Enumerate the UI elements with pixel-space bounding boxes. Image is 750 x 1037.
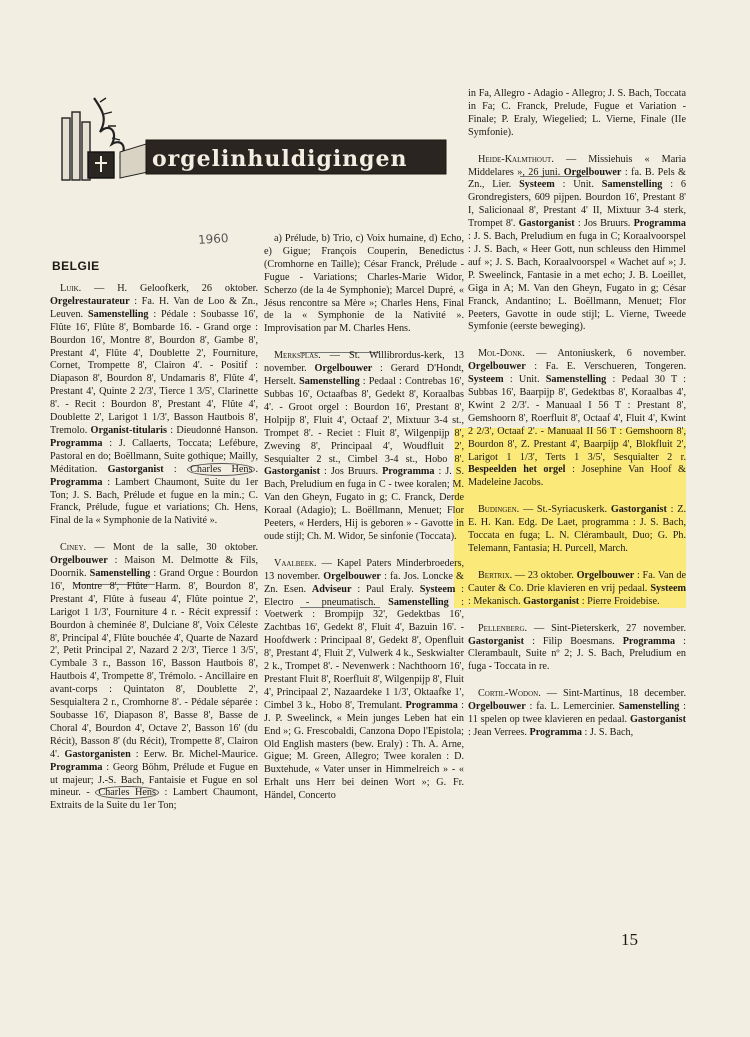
entry-pellenberg: Pellenberg. — Sint-Pieterskerk, 27 november. Gastorganist : Filip Boesmans. Programma : Clerambault, Suite nº 2; J. S. Bach, Preludium en fuga - Toccata in re. <box>468 622 686 673</box>
entry-luik: Luik. — H. Geloofkerk, 26 oktober. Orgelrestaurateur : Fa. H. Van de Loo & Zn., Leuven. Samenstelling : Pédale : Soubasse 16', Flûte 16', Flûte 8', Bombarde 16. - Grand orge : Bourdon 16', Montre 8', Bourdon 8', Gambe 8', Prestant 4', Flûte 4', Doublette 2', Fourniture, Cornet, Trompette 8', Clairon 4'. - Positif : Diapason 8', Bourdon 8', Undamaris 8', Flûte 4', Prestant 4', Quinte 2 2/3', Tierce 1 3/5', Clarinette 8'. - Recit : Bourdon 8', Prestant 4', Flûte 4', Doublette 2', Larigot 1 1/3', Basson Hautbois 8', Tremolo. Organist-titularis : Dieudonné Hanson. Programma : J. Callaerts, Toccata; Lefébure, Pastoral en do; Boëllmann, Suite gothique; Mailly, Méditation. Gastorganist : Charles Hens . Programma : Lambert Chaumont, Suite du 1er Ton; J. S. Bach, Prélude et fugue en la min.; C. Franck, Prélude, fugue et variations; Ch. Hens, Final de la « Symphonie de la Nativité ». <box>50 283 258 527</box>
column-1 <box>50 283 258 827</box>
entry-ciney: Ciney. — Mont de la salle, 30 oktober. Orgelbouwer : Maison M. Delmotte & Fils, Doornik. Samenstelling : Grand Orgue : Bourdon 16', Montre 8', Flûte Harm. 8', Bourdon 8', Prestant 4', Flûte à fuseau 4', Flûte pointue 2', Larigot 1 1/3', Fourniture 4 r. - Récit expressif : Bourdon à cheminée 8', Dulciane 8', Voix Céleste 8', Principal 4', Flûte bouchée 4', Quarte de Nazard 2', Petit Principal 2', Nazard 2 2/3', Tierce 1 3/5', Cymbale 3 r., Basson 16', Basson Hautbois 8', Hautbois 4', Trompette 8', Trémolo. - Ancillaire en avant-corps : Quintaton 8', Doublette 2', Sesquialtera 2 r., Cromhorne 8'. - Pédale séparée : Soubasse 16', Diapason 8', Basse 8', Basse de Choral 4', Bourdon 4', Octave 2', Basson 16' (du Récit), Basson 8' (du Récit), Trompette 8', Clairon 4'. Gastorganisten : Eerw. Br. Michel-Maurice. Programma : Georg Böhm, Prélude et Fugue en ut majeur; J.-S. Bach, Fantaisie et Fugue en sol mineur. - Charles Hens : Lambert Chaumont, Extraits de la Suite du 1er Ton; <box>50 542 258 812</box>
column-2 <box>264 233 464 817</box>
section-country: BELGIE <box>52 259 100 273</box>
entry-budingen: Budingen. — St.-Syriacuskerk. Gastorganist : Z. E. H. Kan. Edg. De Laet, programma : J. S. Bach, Toccata en fuga; L. N. Clérambault, Duo; G. Ph. Telemann, Fantasia; H. Purcell, March. <box>468 504 686 554</box>
header-title: orgelinhuldigingen <box>152 146 408 172</box>
column-3 <box>468 88 686 754</box>
entry-continued: a) Prélude, b) Trio, c) Voix humaine, d) Echo, e) Gigue; François Couperin, Benedictus (Cromhorne en Taille); César Franck, Prélude - Fugue - Variations; Charles-Marie Widor, Scherzo (de la 4e Symphonie); Marcel Dupré, « Jésus rencontre sa Mère »; Charles Hens, Final de la « Symphonie de la Nativité ». Improvisation par M. Charles Hens. <box>264 233 464 335</box>
entry-bertrix: Bertrix. — 23 oktober. Orgelbouwer : Fa. Van de Cauter & Co. Drie klavieren en vrij pedaal. Systeem : Mekanisch. Gastorganist : Pierre Froidebise. <box>468 569 686 607</box>
entry-cortil-wodon: Cortil-Wodon. — Sint-Martinus, 18 december. Orgelbouwer : fa. L. Lemercinier. Samenstelling : 11 spelen op twee klavieren en pedaal. Gastorganist : Jean Verrees. Programma : J. S. Bach, <box>468 688 686 738</box>
entry-vaalbeek: Vaalbeek. — Kapel Paters Minderbroeders, 13 november. Orgelbouwer : fa. Jos. Loncke & Zn. Esen. Adviseur : Paul Eraly. Systeem : Electro - pneumatisch. Samenstelling : Voetwerk : Brompijp 32', Gedektbas 16', Zachtbas 16', Gedekt 8', Fluit 4', Bazuin 16'. - Hoofdwerk : Principaal 8', Gedekt 8', Openfluit 8', Prestant 4', Fluit 2', Vulwerk 4 k., Seskwialter 2 k., Trompet 8'. - Nevenwerk : Nachthoorn 16', Prestant Fluit 8', Roerfluit 8', Wilgenpijp 8', Fluit 4', Principaal 2', Nazaardeke 1 1/3', Oktaafke 1', Cimbel 3 k., Hobo 8', Tremulant. Programma : J. P. Sweelinck, « Mein junges Leben hat ein End »; G. Frescobaldi, Canzona Dopo l'Epistola; Old English masters (bew. Eraly) : Th. A. Arne, Gigue; M. Green, Allegro; Twee koralen : D. Buxtehude, « Vater unser in Himmelreich » - « Erhalt uns Herr bei deinen Wort »; G. Fr. Händel, Concerto <box>264 557 464 802</box>
entry-merksplas: Merksplas. — St. Willibrordus-kerk, 13 november. Orgelbouwer : Gerard D'Hondt, Herselt. Samenstelling : Pedaal : Contrebas 16', Subbas 16', Octaafbas 8', Gedekt 8', Koraalbas 4'. - Groot orgel : Bourdon 16', Prestant 8', Holpijp 8', Fluit 4', Octaaf 2', Mixtuur 3-4 st., Trompet 8'. - Reciet : Fluit 8', Wilgenpijp 8', Zweving 8', Principaal 4', Woudfluit 2', Sesquialter 2 st., Cimbel 3-4 st., Hobo 8'. Gastorganist : Jos Bruurs. Programma : J. S. Bach, Preludium en fuga in C - twee koralen; M. Van den Gheyn, Fugato in g; C. Franck, Derde Koraal (Adagio); L. Boëllmann, Menuet; Flor Peeters, « Herders, Hij is geboren » - Gavotte in oude stijl; Ch. M. Widor, 5e sinfonie (Toccata). <box>264 350 464 542</box>
organ-pipes-icon <box>62 98 124 180</box>
entry-mol-donk: Mol-Donk. — Antoniuskerk, 6 november. Orgelbouwer : Fa. E. Verschueren, Tongeren. Systeem : Unit. Samenstelling : Pedaal 30 T : Subbas 16', Baarpijp 8', Gedektbas 8', Koraalbas 4', Kwint 2 2/3'. - Manuaal I 56 T : Prestant 8', Gemshoorn 8', Roerfluit 8', Octaaf 4', Fluit 4', Kwint 2 2/3', Octaaf 2'. - Manuaal II 56 T : Gemshoorn 8', Bourdon 8', Z. Prestant 4', Baarpijp 4', Blokfluit 2', Larigot 1 1/3', Terts 1 3/5', Sesquialter 2 r. Bespeelden het orgel : Josephine Van Hoof & Madeleine Jacobs. <box>468 348 687 489</box>
entry-heide-kalmthout: Heide-Kalmthout. — Missiehuis « Maria Middelares », 26 juni. Orgelbouwer : fa. B. Pels & Zn., Lier. Systeem : Unit. Samenstelling : 6 Grondregisters, 609 pijpen. Bourdon 16', Prestant 8' I, Salicionaal 8', Prestant 4' II, Mixtuur 3-4 sterk, Trompet 8'. Gastorganist : Jos Bruurs. Programma : J. S. Bach, Preludium en fuga in C; Koraalvoorspel : J. S. Bach, « Heer Gott, nun schleuss den Himmel auf »; J. S. Bach, Koraalvoorspel « Wachet auf »; J. P. Sweelinck, Fantasie in a met echo; J. B. Loeillet, Giga in A; M. Van den Gheyn, Fugato in g; César Franck, Andantino; L. Boëllmann, Menuet; Flor Peeters, Gavotte in oude stijl; L. Vierne, Tweede Symfonie (eerste beweging). <box>468 153 686 333</box>
header-ornament <box>48 92 448 192</box>
handwritten-note: 1960 <box>197 230 229 248</box>
page-number: 15 <box>621 930 638 949</box>
entry-continued: in Fa, Allegro - Adagio - Allegro; J. S. Bach, Toccata in Fa; C. Franck, Prelude, Fugue et Variation - Finale; P. Eraly, Wiegelied; L. Vierne, Finale (IIe Symfonie). <box>468 88 686 138</box>
